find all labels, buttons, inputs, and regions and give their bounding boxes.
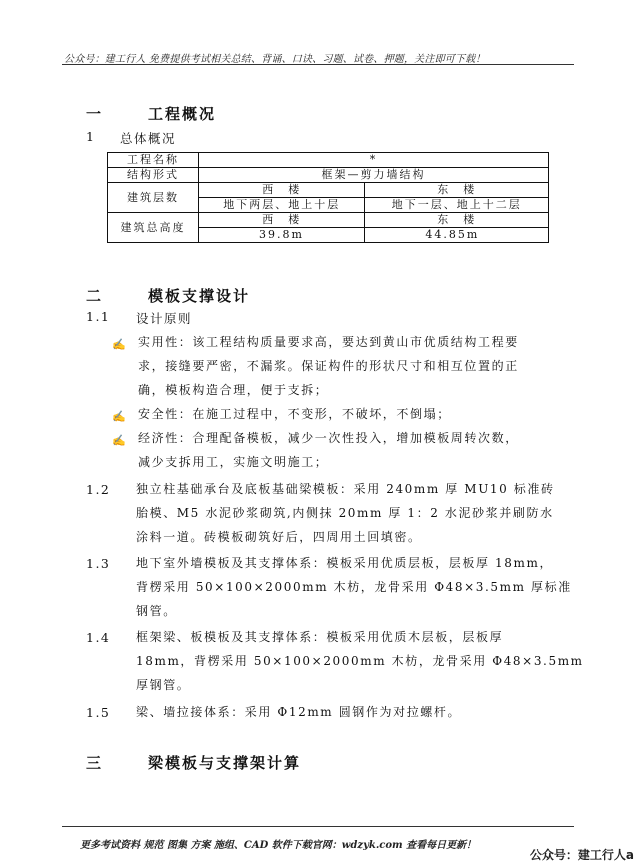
footer-divider — [62, 826, 574, 827]
item-line: 梁、墙拉接体系：采用 Φ12mm 圆钢作为对拉螺杆。 — [136, 705, 462, 719]
table-row — [108, 183, 549, 198]
item-1-5-text — [136, 700, 461, 724]
table-row — [108, 153, 549, 168]
design-number: 1.1 — [86, 309, 111, 324]
header-divider — [62, 64, 574, 65]
section-1-title: 工程概况 — [148, 105, 217, 123]
item-line: 厚钢管。 — [136, 678, 191, 692]
pen-bullet-icon: ✍ — [112, 434, 126, 447]
east-floors-value: 地下一层、地上十二层 — [365, 198, 549, 213]
overview-title: 总体概况 — [120, 131, 177, 146]
table-row — [108, 213, 549, 228]
item-line: 胎模、M5 水泥砂浆砌筑,内侧抹 20mm 厚 1：2 水泥砂浆并刷防水 — [136, 506, 554, 520]
bullet-practicality — [138, 330, 519, 402]
east-height-value: 44.85m — [365, 228, 549, 243]
watermark: 公众号：建工行人a — [529, 848, 634, 862]
item-1-2-number: 1.2 — [86, 482, 111, 497]
item-line: 18mm，背楞采用 50×100×2000mm 木枋，龙骨采用 Φ48×3.5mm — [136, 654, 584, 668]
bullet-economy — [138, 426, 519, 474]
bullet-line: 确，模板构造合理，便于支拆； — [138, 383, 329, 397]
section-3-number: 三 — [86, 754, 102, 772]
overview-number: 1 — [86, 129, 96, 144]
section-3-title: 梁模板与支撑架计算 — [148, 754, 302, 772]
design-title: 设计原则 — [136, 311, 193, 326]
bullet-line: 求，接缝要严密，不漏浆。保证构件的形状尺寸和相互位置的正 — [138, 359, 519, 373]
bullet-line: 实用性：该工程结构质量要求高，要达到黄山市优质结构工程要 — [138, 335, 519, 349]
bullet-line: 减少支拆用工，实施文明施工； — [138, 455, 329, 469]
item-1-5-number: 1.5 — [86, 705, 111, 720]
item-line: 涂料一道。砖模板砌筑好后，四周用土回填密。 — [136, 530, 422, 544]
east-building-label: 东 楼 — [365, 213, 549, 228]
pen-bullet-icon: ✍ — [112, 338, 126, 351]
item-1-2-text — [136, 477, 555, 549]
structure-label: 结构形式 — [108, 168, 199, 183]
west-building-label: 西 楼 — [199, 213, 365, 228]
item-1-3-text — [136, 551, 572, 623]
bullet-line: 安全性：在施工过程中，不变形，不破坏，不倒塌； — [138, 407, 451, 421]
bullet-safety — [138, 402, 451, 426]
bullet-line: 经济性：合理配备模板，减少一次性投入，增加模板周转次数， — [138, 431, 519, 445]
item-1-4-number: 1.4 — [86, 630, 111, 645]
height-label: 建筑总高度 — [108, 213, 199, 243]
item-1-3-number: 1.3 — [86, 556, 111, 571]
section-1-number: 一 — [86, 105, 102, 123]
floors-label: 建筑层数 — [108, 183, 199, 213]
section-2-number: 二 — [86, 287, 102, 305]
structure-value: 框架—剪力墙结构 — [199, 168, 549, 183]
item-1-4-text — [136, 625, 584, 697]
item-line: 框架梁、板模板及其支撑体系：模板采用优质木层板，层板厚 — [136, 630, 504, 644]
project-info-table — [107, 152, 549, 243]
project-name-value: * — [199, 153, 549, 168]
page-footer: 更多考试资料 规范 图集 方案 施组、CAD 软件下载官网：wdzyk.com 查看每日更新！ — [80, 840, 477, 851]
item-line: 背楞采用 50×100×2000mm 木枋，龙骨采用 Φ48×3.5mm 厚标准 — [136, 580, 572, 594]
pen-bullet-icon: ✍ — [112, 410, 126, 423]
west-building-label: 西 楼 — [199, 183, 365, 198]
item-line: 独立柱基础承台及底板基础梁模板：采用 240mm 厚 MU10 标准砖 — [136, 482, 555, 496]
section-2-title: 模板支撑设计 — [148, 287, 251, 305]
item-line: 钢管。 — [136, 604, 177, 618]
project-name-label: 工程名称 — [108, 153, 199, 168]
west-height-value: 39.8m — [199, 228, 365, 243]
west-floors-value: 地下两层、地上十层 — [199, 198, 365, 213]
page-header: 公众号：建工行人 免费提供考试相关总结、背诵、口诀、习题、试卷、押题，关注即可下载！ — [64, 54, 486, 65]
table-row — [108, 168, 549, 183]
east-building-label: 东 楼 — [365, 183, 549, 198]
item-line: 地下室外墙模板及其支撑体系：模板采用优质层板，层板厚 18mm， — [136, 556, 554, 570]
